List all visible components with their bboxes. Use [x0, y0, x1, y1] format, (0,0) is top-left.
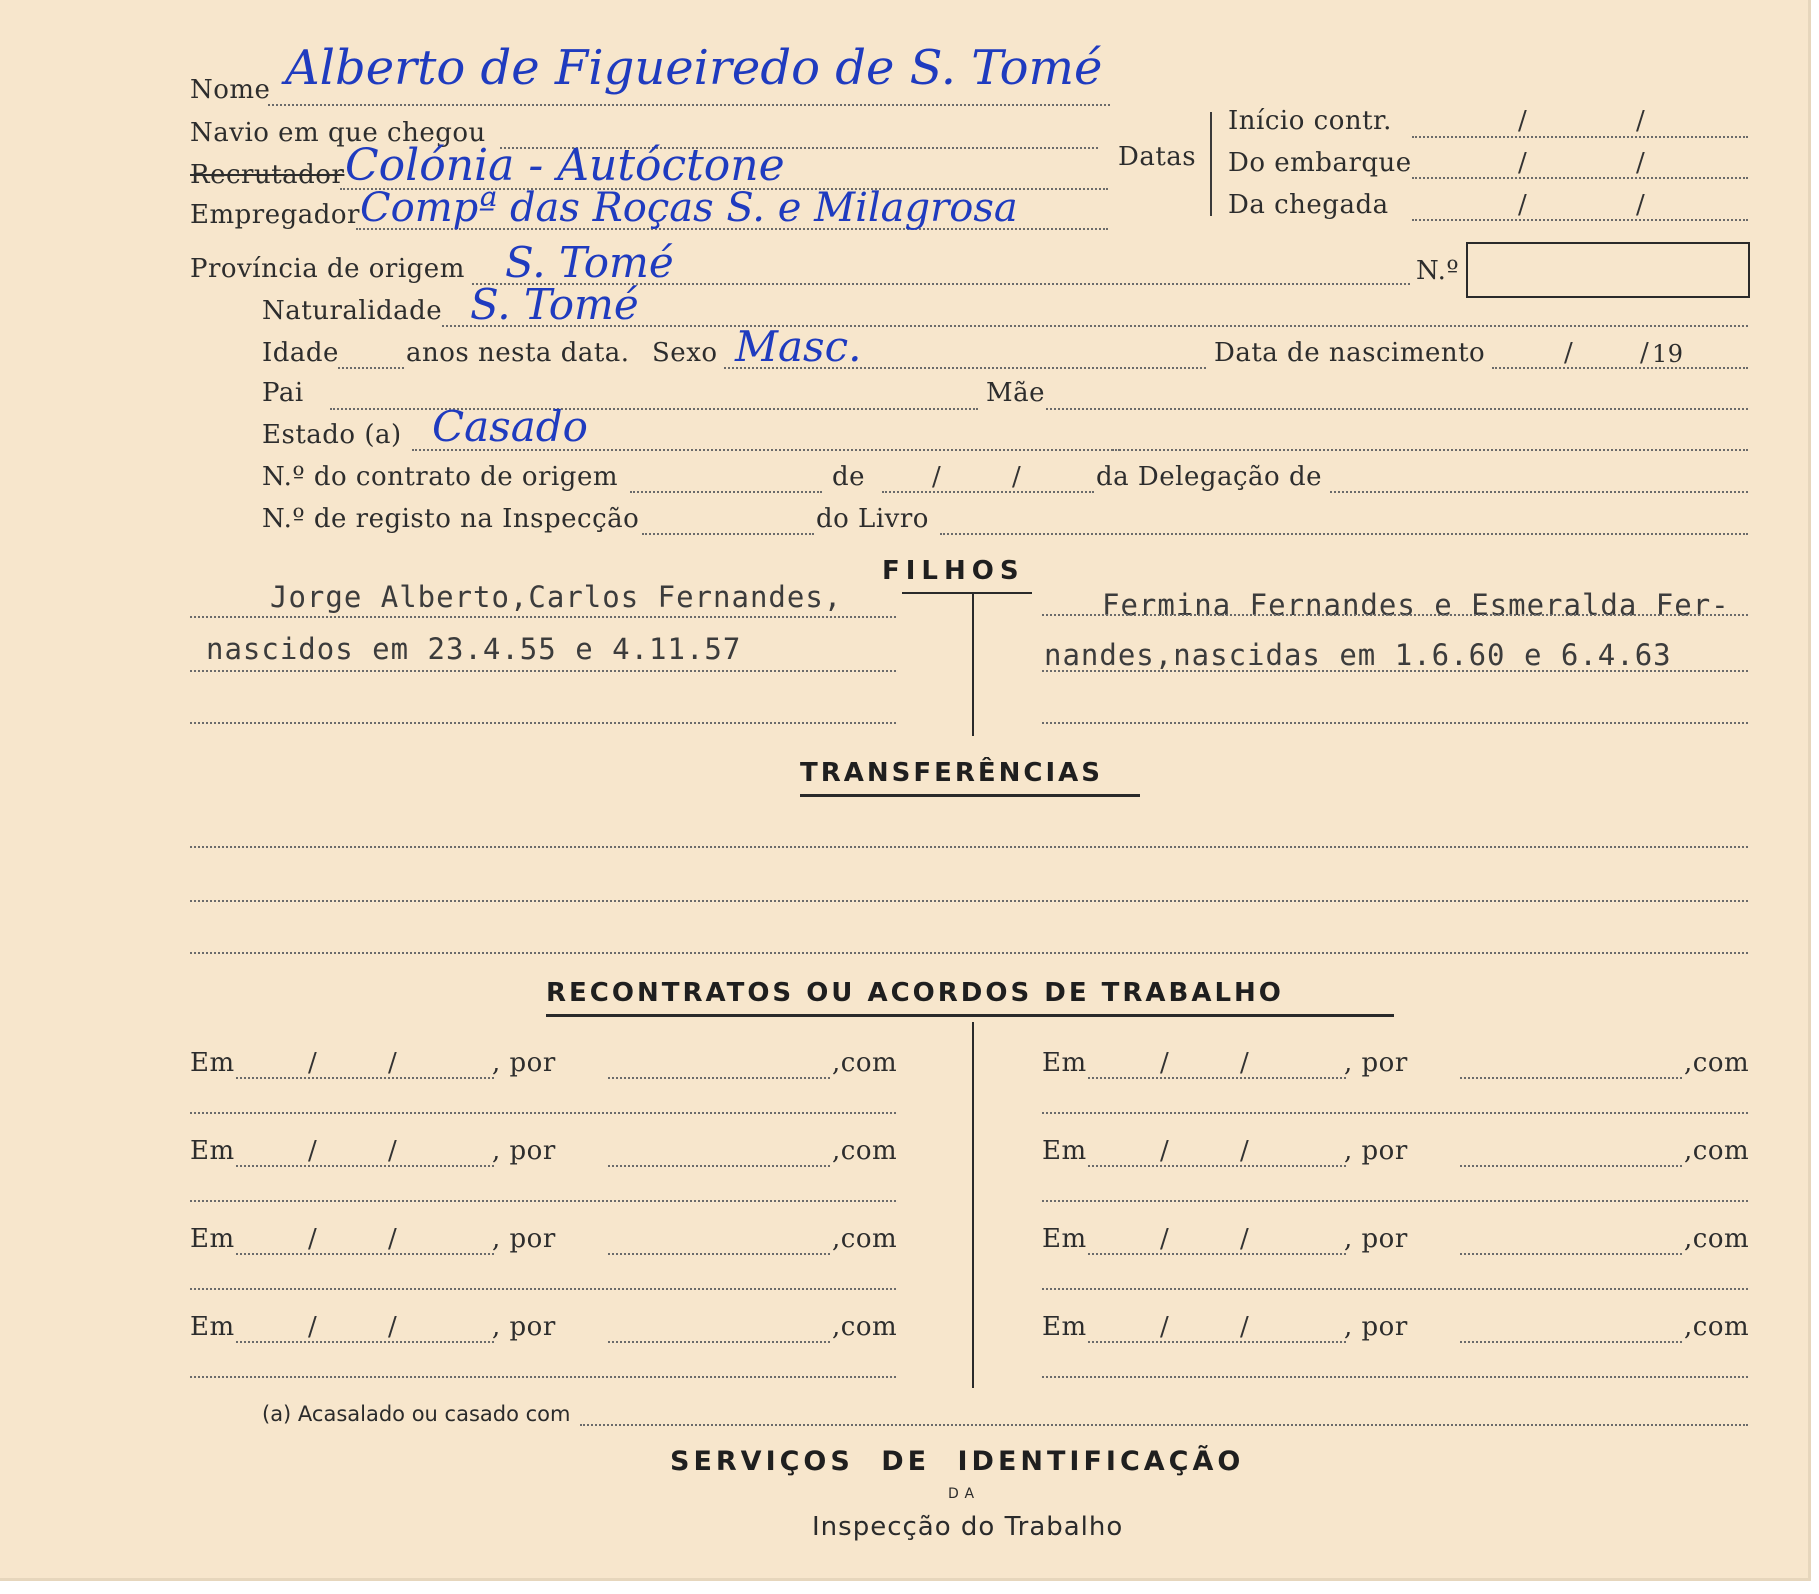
label-datas: Datas: [1118, 142, 1197, 172]
field-line-inicio: [1412, 136, 1748, 138]
field-line-estado-cont: [1112, 449, 1748, 451]
date-slash: /: [1012, 462, 1021, 492]
date-slash: /: [1240, 1136, 1249, 1166]
date-slash: /: [1564, 338, 1573, 368]
recontrato-por-line: [608, 1253, 830, 1255]
recontrato-com-label: ,com: [832, 1224, 898, 1254]
date-slash: /: [1518, 190, 1527, 220]
date-slash: /: [1518, 148, 1527, 178]
transfer-line-2: [190, 900, 1748, 902]
date-slash: /: [932, 462, 941, 492]
recontrato-under-line: [190, 1288, 896, 1290]
recontrato-por-line: [1460, 1165, 1682, 1167]
value-sexo: Masc.: [735, 322, 862, 371]
filhos-right-dotline1: [1042, 614, 1748, 616]
label-anos: anos nesta data.: [406, 338, 630, 368]
recontrato-por-line: [608, 1165, 830, 1167]
recontrato-date-line: [236, 1341, 494, 1343]
recontrato-under-line: [1042, 1200, 1748, 1202]
date-slash: /: [1240, 1048, 1249, 1078]
recontrato-por-label: , por: [492, 1312, 556, 1342]
recontrato-under-line: [1042, 1376, 1748, 1378]
recontrato-com-label: ,com: [832, 1048, 898, 1078]
recontrato-por-label: , por: [1344, 1136, 1408, 1166]
field-line-contrato-data: [882, 491, 1094, 493]
recontrato-em-label: Em: [190, 1312, 235, 1342]
label-registo: N.º de registo na Inspecção: [262, 504, 640, 534]
date-slash: /: [1160, 1312, 1169, 1342]
date-slash: /: [308, 1136, 317, 1166]
value-nome: Alberto de Figueiredo de S. Tomé: [285, 40, 1103, 96]
date-slash: /: [388, 1224, 397, 1254]
transferencias-underline: [800, 794, 1140, 797]
label-chegada: Da chegada: [1228, 190, 1389, 220]
field-line-nome: [268, 104, 1110, 106]
date-slash: /: [1640, 338, 1649, 368]
date-slash: /: [1160, 1048, 1169, 1078]
date-slash: /: [388, 1048, 397, 1078]
section-filhos: FILHOS: [882, 556, 1025, 586]
recontrato-com-label: ,com: [832, 1312, 898, 1342]
label-de: de: [832, 462, 866, 492]
label-contrato: N.º do contrato de origem: [262, 462, 618, 492]
recontrato-por-label: , por: [1344, 1224, 1408, 1254]
filhos-divider: [972, 594, 974, 736]
value-estado: Casado: [432, 402, 588, 451]
recontratos-divider: [972, 1022, 974, 1388]
recontrato-date-line: [236, 1253, 494, 1255]
recontrato-por-label: , por: [492, 1224, 556, 1254]
filhos-underline: [902, 592, 1032, 594]
recontrato-por-line: [1460, 1341, 1682, 1343]
filhos-right-dotline2: [1042, 670, 1748, 672]
recontrato-em-label: Em: [190, 1224, 235, 1254]
date-slash: /: [308, 1312, 317, 1342]
date-slash: /: [1160, 1224, 1169, 1254]
field-line-idade: [338, 367, 404, 369]
field-line-registo: [642, 533, 814, 535]
filhos-right-line2: nandes,nascidas em 1.6.60 e 6.4.63: [1044, 638, 1672, 672]
date-slash: /: [1160, 1136, 1169, 1166]
value-naturalidade: S. Tomé: [470, 280, 639, 329]
date-slash: /: [1636, 148, 1645, 178]
label-inicio: Início contr.: [1228, 106, 1392, 136]
recontrato-under-line: [190, 1200, 896, 1202]
recontrato-por-line: [1460, 1253, 1682, 1255]
recontrato-por-label: , por: [492, 1048, 556, 1078]
recontrato-com-label: ,com: [1684, 1224, 1750, 1254]
label-idade: Idade: [262, 338, 339, 368]
recontrato-under-line: [190, 1376, 896, 1378]
label-navio: Navio em que chegou: [190, 118, 486, 148]
field-line-embarque: [1412, 177, 1748, 179]
field-line-livro: [940, 533, 1748, 535]
section-transferencias: TRANSFERÊNCIAS: [800, 758, 1104, 788]
recontrato-date-line: [236, 1077, 494, 1079]
label-data-nascimento: Data de nascimento: [1214, 338, 1486, 368]
label-embarque: Do embarque: [1228, 148, 1412, 178]
recontrato-under-line: [190, 1112, 896, 1114]
label-recrutador: Recrutador: [190, 160, 345, 190]
label-naturalidade: Naturalidade: [262, 296, 443, 326]
date-slash: /: [1240, 1312, 1249, 1342]
field-line-pai: [330, 408, 978, 410]
field-line-chegada: [1412, 219, 1748, 221]
date-slash: /: [1518, 106, 1527, 136]
recontrato-date-line: [236, 1165, 494, 1167]
filhos-left-dotline2: [190, 670, 896, 672]
recontrato-date-line: [1088, 1165, 1346, 1167]
recontrato-por-line: [608, 1077, 830, 1079]
transfer-line-1: [190, 846, 1748, 848]
footer-title: SERVIÇOS DE IDENTIFICAÇÃO: [670, 1446, 1245, 1477]
recontrato-em-label: Em: [190, 1048, 235, 1078]
filhos-left-line2: nascidos em 23.4.55 e 4.11.57: [206, 632, 742, 666]
recontrato-em-label: Em: [1042, 1048, 1087, 1078]
filhos-left-dotline1: [190, 616, 896, 618]
date-slash: /: [1240, 1224, 1249, 1254]
recontrato-por-label: , por: [1344, 1312, 1408, 1342]
recontrato-em-label: Em: [1042, 1312, 1087, 1342]
field-line-data-nascimento: [1492, 367, 1748, 369]
date-slash: /: [1636, 190, 1645, 220]
recontrato-por-label: , por: [492, 1136, 556, 1166]
recontrato-por-label: , por: [1344, 1048, 1408, 1078]
date-slash: /: [308, 1224, 317, 1254]
date-slash: /: [388, 1312, 397, 1342]
recontrato-com-label: ,com: [1684, 1048, 1750, 1078]
filhos-left-dotline3: [190, 722, 896, 724]
label-delegacao: da Delegação de: [1096, 462, 1322, 492]
recontrato-under-line: [1042, 1112, 1748, 1114]
label-pai: Pai: [262, 378, 304, 408]
footer-subtitle: Inspecção do Trabalho: [812, 1512, 1124, 1542]
footer-da: DA: [948, 1486, 981, 1502]
label-sexo: Sexo: [652, 338, 718, 368]
recontrato-date-line: [1088, 1341, 1346, 1343]
field-line-delegacao: [1330, 491, 1748, 493]
section-recontratos: RECONTRATOS OU ACORDOS DE TRABALHO: [546, 978, 1284, 1008]
recontratos-underline: [546, 1014, 1394, 1017]
transfer-line-3: [190, 952, 1748, 954]
label-year-prefix: 19: [1652, 340, 1684, 368]
numero-box: [1466, 242, 1750, 298]
recontrato-por-line: [608, 1341, 830, 1343]
recontrato-com-label: ,com: [1684, 1312, 1750, 1342]
recontrato-under-line: [1042, 1288, 1748, 1290]
field-line-contrato: [630, 491, 822, 493]
label-numero: N.º: [1416, 256, 1460, 286]
recontrato-date-line: [1088, 1253, 1346, 1255]
recontrato-com-label: ,com: [1684, 1136, 1750, 1166]
field-line-mae: [1046, 408, 1748, 410]
date-slash: /: [308, 1048, 317, 1078]
value-empregador: Compª das Roças S. e Milagrosa: [360, 185, 1018, 231]
datas-brace: [1210, 112, 1212, 216]
filhos-right-dotline3: [1042, 722, 1748, 724]
date-slash: /: [1636, 106, 1645, 136]
label-livro: do Livro: [816, 504, 929, 534]
value-provincia: S. Tomé: [505, 238, 674, 287]
recontrato-em-label: Em: [1042, 1224, 1087, 1254]
value-recrutador: Colónia - Autóctone: [345, 140, 785, 191]
recontrato-com-label: ,com: [832, 1136, 898, 1166]
label-estado: Estado (a): [262, 420, 402, 450]
footnote-acasalado: (a) Acasalado ou casado com: [262, 1402, 571, 1426]
filhos-left-line1: Jorge Alberto,Carlos Fernandes,: [270, 580, 843, 614]
filhos-right-line1: Fermina Fernandes e Esmeralda Fer-: [1102, 588, 1730, 622]
footnote-line: [580, 1424, 1748, 1426]
recontrato-em-label: Em: [1042, 1136, 1087, 1166]
label-nome: Nome: [190, 75, 271, 105]
date-slash: /: [388, 1136, 397, 1166]
label-mae: Mãe: [986, 378, 1046, 408]
label-empregador: Empregador: [190, 200, 360, 230]
recontrato-date-line: [1088, 1077, 1346, 1079]
label-provincia: Província de origem: [190, 254, 465, 284]
recontrato-por-line: [1460, 1077, 1682, 1079]
recontrato-em-label: Em: [190, 1136, 235, 1166]
